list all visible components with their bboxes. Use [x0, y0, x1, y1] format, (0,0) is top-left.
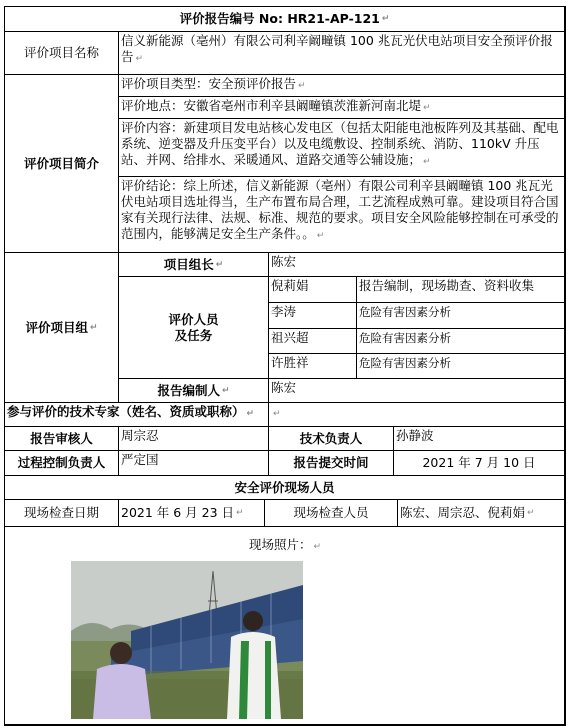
team-label-text: 评价项目组	[25, 319, 88, 335]
project-name-label-text: 评价项目名称	[23, 45, 99, 60]
reviewer-label-text: 报告审核人	[30, 430, 93, 446]
staff-name	[269, 329, 357, 354]
staff-task	[357, 354, 565, 379]
site-photo-illustration	[71, 561, 303, 719]
tech-value	[394, 427, 565, 451]
experts-label	[5, 403, 269, 427]
tech-label	[269, 427, 394, 451]
reviewer-label	[5, 427, 119, 451]
intro-type	[119, 75, 565, 97]
submit-value	[394, 451, 565, 476]
paragraph-mark: ↵	[381, 14, 390, 24]
intro-content	[119, 119, 565, 177]
paragraph-mark: ↵	[423, 157, 431, 167]
paragraph-mark: ↵	[423, 103, 431, 113]
intro-content-text: 评价内容：新建项目发电站核心发电区（包括太阳能电池板阵列及其基础、配电系统、逆变器及升压变平台）以及电缆敷设、控制系统、消防、110kV 升压站、并网、给排水、采暖通风、道路交通等公辅设施；	[121, 120, 559, 167]
intro-label	[5, 75, 119, 253]
project-name-label	[5, 32, 119, 75]
writer-label-text: 报告编制人	[157, 382, 220, 398]
staff-name	[269, 277, 357, 303]
staff-task-text: 危险有害因素分析	[359, 305, 451, 319]
staff-name	[269, 354, 357, 379]
staff-task-text: 危险有害因素分析	[359, 331, 451, 345]
site-header-text: 安全评价现场人员	[234, 479, 335, 495]
reviewer-name: 周宗忍	[121, 428, 159, 443]
experts-value	[269, 403, 565, 427]
staff-name-text: 祖兴超	[271, 330, 309, 345]
staff-task-text: 危险有害因素分析	[359, 356, 451, 370]
site-photo	[71, 561, 303, 719]
leader-label-text: 项目组长	[163, 256, 214, 272]
writer-name: 陈宏	[271, 380, 297, 395]
project-name-text: 信义新能源（亳州）有限公司利辛阚疃镇 100 兆瓦光伏电站项目安全预评价报告	[121, 33, 553, 64]
paragraph-mark: ↵	[273, 409, 281, 419]
paragraph-mark: ↵	[236, 508, 244, 518]
site-staff-value	[398, 500, 565, 527]
experts-label-text: 参与评价的技术专家（姓名、资质或职称）	[7, 404, 245, 419]
intro-type-text: 评价项目类型：安全预评价报告	[121, 76, 297, 91]
paragraph-mark: ↵	[89, 322, 98, 333]
staff-name	[269, 303, 357, 329]
evaluation-report-form	[4, 6, 566, 726]
paragraph-mark: ↵	[215, 259, 224, 270]
reviewer-value	[119, 427, 269, 451]
project-name-value	[119, 32, 565, 75]
staff-name-text: 倪莉娟	[271, 278, 309, 293]
paragraph-mark: ↵	[298, 81, 306, 91]
site-date-text: 2021 年 6 月 23 日	[121, 505, 235, 520]
leader-value	[269, 253, 565, 277]
submit-label	[269, 451, 394, 476]
report-number-title	[5, 7, 565, 32]
staff-task	[357, 277, 565, 303]
staff-label-text: 评价人员 及任务	[168, 311, 219, 343]
site-date-label	[5, 500, 119, 527]
tech-label-text: 技术负责人	[299, 430, 363, 446]
staff-task-text: 报告编制，现场勘查、资料收集	[359, 278, 535, 293]
intro-label-text: 评价项目简介	[23, 155, 99, 171]
tech-name: 孙静波	[396, 428, 434, 443]
report-number-text: 评价报告编号 No: HR21-AP-121	[179, 11, 380, 26]
process-label	[5, 451, 119, 476]
process-value	[119, 451, 269, 476]
paragraph-mark: ↵	[313, 542, 322, 552]
leader-name: 陈宏	[271, 254, 297, 269]
process-label-text: 过程控制负责人	[17, 455, 106, 470]
site-staff-label	[265, 500, 398, 527]
intro-conclusion	[119, 177, 565, 253]
paragraph-mark: ↵	[527, 508, 535, 518]
site-header	[5, 476, 565, 500]
intro-location	[119, 97, 565, 119]
site-photo-label	[5, 537, 565, 555]
writer-label	[119, 379, 269, 403]
site-date-label-text: 现场检查日期	[23, 505, 99, 520]
site-date-value	[119, 500, 265, 527]
paragraph-mark: ↵	[246, 409, 255, 419]
paragraph-mark: ↵	[221, 385, 230, 396]
staff-label	[119, 277, 269, 379]
site-photo-label-text: 现场照片：	[248, 537, 312, 552]
leader-label	[119, 253, 269, 277]
site-staff-text: 陈宏、周宗忍、倪莉娟	[400, 505, 526, 520]
writer-value	[269, 379, 565, 403]
staff-task	[357, 329, 565, 354]
staff-name-text: 李涛	[271, 304, 297, 319]
paragraph-mark: ↵	[135, 54, 144, 64]
team-label	[5, 253, 119, 403]
paragraph-mark: ↵	[316, 231, 325, 241]
staff-name-text: 许胜祥	[271, 355, 309, 370]
submit-date: 2021 年 7 月 10 日	[422, 455, 536, 470]
site-staff-label-text: 现场检查人员	[293, 505, 369, 520]
intro-conclusion-text: 评价结论：综上所述，信义新能源（亳州）有限公司利辛县阚疃镇 100 兆瓦光伏电站项目选址得当，生产布置布局合理，工艺流程成熟可靠。建设项目符合国家有关现行法律、法规、标准、规范的要求。项目安全风险能够控制在可承受的范围内，能够满足安全生产条件。。	[121, 178, 559, 241]
staff-task	[357, 303, 565, 329]
submit-label-text: 报告提交时间	[293, 455, 369, 470]
process-name: 严定国	[121, 452, 159, 467]
intro-location-text: 评价地点：安徽省亳州市利辛县阚疃镇茨淮新河南北堤	[121, 98, 422, 113]
